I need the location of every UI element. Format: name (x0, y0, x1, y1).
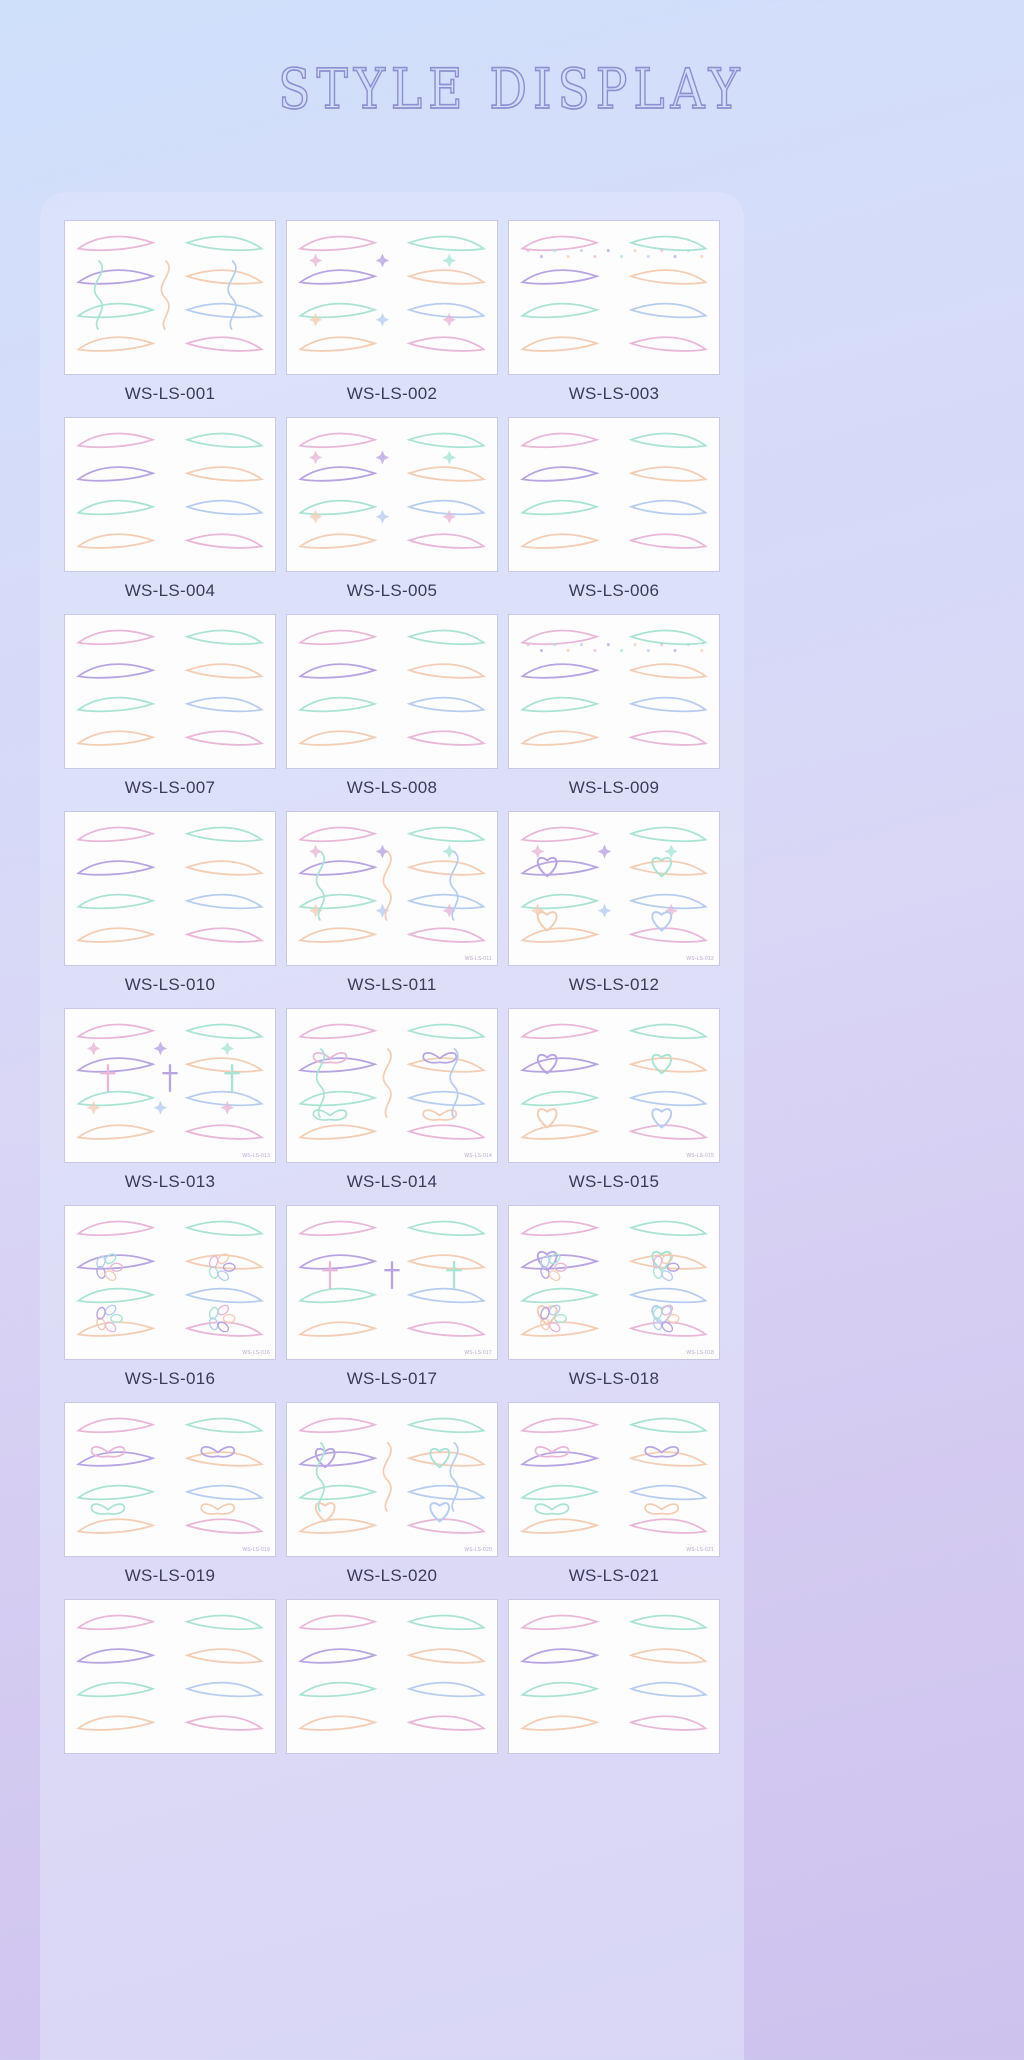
thumbnail-corner-code: WS-LS-011 (464, 956, 492, 962)
design-thumbnail[interactable] (508, 1008, 720, 1163)
design-artwork-icon (287, 1600, 497, 1753)
design-artwork-icon (509, 1009, 719, 1162)
thumbnail-corner-code: WS-LS-018 (686, 1350, 714, 1356)
design-thumbnail[interactable] (508, 1599, 720, 1754)
design-thumbnail[interactable] (286, 614, 498, 769)
design-thumbnail[interactable] (508, 614, 720, 769)
design-artwork-icon (509, 1600, 719, 1753)
gallery-item[interactable] (508, 1008, 720, 1192)
design-artwork-icon (65, 615, 275, 768)
design-thumbnail[interactable] (64, 614, 276, 769)
design-code-label: WS-LS-020 (346, 1566, 438, 1585)
design-artwork-icon (509, 615, 719, 768)
gallery-grid (64, 220, 720, 1754)
design-artwork-icon (509, 1403, 719, 1556)
thumbnail-corner-code: WS-LS-021 (686, 1547, 714, 1553)
gallery-item[interactable] (508, 220, 720, 404)
design-code-label: WS-LS-008 (346, 778, 438, 797)
design-code-label: WS-LS-005 (346, 581, 438, 600)
gallery-item[interactable] (64, 1205, 276, 1389)
design-code-label: WS-LS-003 (568, 384, 660, 403)
design-code-label: WS-LS-002 (346, 384, 438, 403)
design-thumbnail[interactable] (64, 811, 276, 966)
design-code-label: WS-LS-018 (568, 1369, 660, 1388)
design-thumbnail[interactable] (508, 1402, 720, 1557)
gallery-item[interactable] (286, 811, 498, 995)
design-artwork-icon (509, 221, 719, 374)
design-artwork-icon (287, 812, 497, 965)
design-artwork-icon (509, 418, 719, 571)
gallery-item[interactable] (508, 1599, 720, 1754)
gallery-item[interactable] (286, 614, 498, 798)
gallery-item[interactable] (508, 811, 720, 995)
gallery-item[interactable] (64, 1402, 276, 1586)
design-artwork-icon (65, 1206, 275, 1359)
design-thumbnail[interactable] (286, 1402, 498, 1557)
design-thumbnail[interactable] (64, 1599, 276, 1754)
design-thumbnail[interactable] (508, 811, 720, 966)
page-header (0, 0, 1024, 122)
gallery-item[interactable] (508, 417, 720, 601)
design-code-label: WS-LS-012 (568, 975, 660, 994)
thumbnail-corner-code: WS-LS-014 (464, 1153, 492, 1159)
thumbnail-corner-code: WS-LS-016 (242, 1350, 270, 1356)
design-code-label: WS-LS-006 (568, 581, 660, 600)
design-artwork-icon (65, 1600, 275, 1753)
gallery-item[interactable] (508, 1402, 720, 1586)
gallery-item[interactable] (508, 1205, 720, 1389)
design-thumbnail[interactable] (286, 811, 498, 966)
design-thumbnail[interactable] (64, 417, 276, 572)
design-thumbnail[interactable] (286, 417, 498, 572)
design-code-label: WS-LS-016 (124, 1369, 216, 1388)
design-code-label: WS-LS-015 (568, 1172, 660, 1191)
design-artwork-icon (287, 1206, 497, 1359)
design-artwork-icon (287, 1009, 497, 1162)
design-code-label: WS-LS-021 (568, 1566, 660, 1585)
design-thumbnail[interactable] (286, 220, 498, 375)
design-artwork-icon (287, 221, 497, 374)
gallery-item[interactable] (286, 1008, 498, 1192)
design-code-label: WS-LS-007 (124, 778, 216, 797)
design-code-label: WS-LS-019 (124, 1566, 216, 1585)
design-code-label: WS-LS-013 (124, 1172, 216, 1191)
gallery-item[interactable] (286, 1205, 498, 1389)
design-code-label: WS-LS-010 (124, 975, 216, 994)
gallery-item[interactable] (64, 1008, 276, 1192)
gallery-item[interactable] (64, 811, 276, 995)
thumbnail-corner-code: WS-LS-013 (242, 1153, 270, 1159)
design-code-label: WS-LS-014 (346, 1172, 438, 1191)
thumbnail-corner-code: WS-LS-015 (686, 1153, 714, 1159)
design-code-label: WS-LS-009 (568, 778, 660, 797)
design-artwork-icon (287, 418, 497, 571)
gallery-item[interactable] (64, 220, 276, 404)
thumbnail-corner-code: WS-LS-020 (464, 1547, 492, 1553)
thumbnail-corner-code: WS-LS-012 (686, 956, 714, 962)
design-thumbnail[interactable] (64, 1205, 276, 1360)
design-thumbnail[interactable] (64, 1402, 276, 1557)
gallery-item[interactable] (508, 614, 720, 798)
design-artwork-icon (65, 1403, 275, 1556)
design-thumbnail[interactable] (64, 1008, 276, 1163)
page-title: STYLE DISPLAY (278, 57, 746, 122)
design-artwork-icon (287, 1403, 497, 1556)
gallery-item[interactable] (286, 1402, 498, 1586)
design-thumbnail[interactable] (64, 220, 276, 375)
gallery-item[interactable] (64, 614, 276, 798)
design-artwork-icon (65, 812, 275, 965)
design-thumbnail[interactable] (286, 1205, 498, 1360)
design-artwork-icon (287, 615, 497, 768)
design-artwork-icon (509, 1206, 719, 1359)
design-code-label: WS-LS-011 (347, 975, 437, 994)
design-code-label: WS-LS-017 (346, 1369, 438, 1388)
design-thumbnail[interactable] (286, 1599, 498, 1754)
design-artwork-icon (65, 221, 275, 374)
design-artwork-icon (65, 1009, 275, 1162)
gallery-item[interactable] (286, 1599, 498, 1754)
gallery-panel (40, 192, 744, 2060)
gallery-item[interactable] (286, 417, 498, 601)
design-artwork-icon (65, 418, 275, 571)
design-thumbnail[interactable] (508, 220, 720, 375)
design-thumbnail[interactable] (508, 417, 720, 572)
design-artwork-icon (509, 812, 719, 965)
gallery-item[interactable] (286, 220, 498, 404)
design-thumbnail[interactable] (286, 1008, 498, 1163)
gallery-item[interactable] (64, 1599, 276, 1754)
thumbnail-corner-code: WS-LS-017 (464, 1350, 492, 1356)
gallery-item[interactable] (64, 417, 276, 601)
design-code-label: WS-LS-001 (124, 384, 216, 403)
design-thumbnail[interactable] (508, 1205, 720, 1360)
design-code-label: WS-LS-004 (124, 581, 216, 600)
thumbnail-corner-code: WS-LS-019 (242, 1547, 270, 1553)
